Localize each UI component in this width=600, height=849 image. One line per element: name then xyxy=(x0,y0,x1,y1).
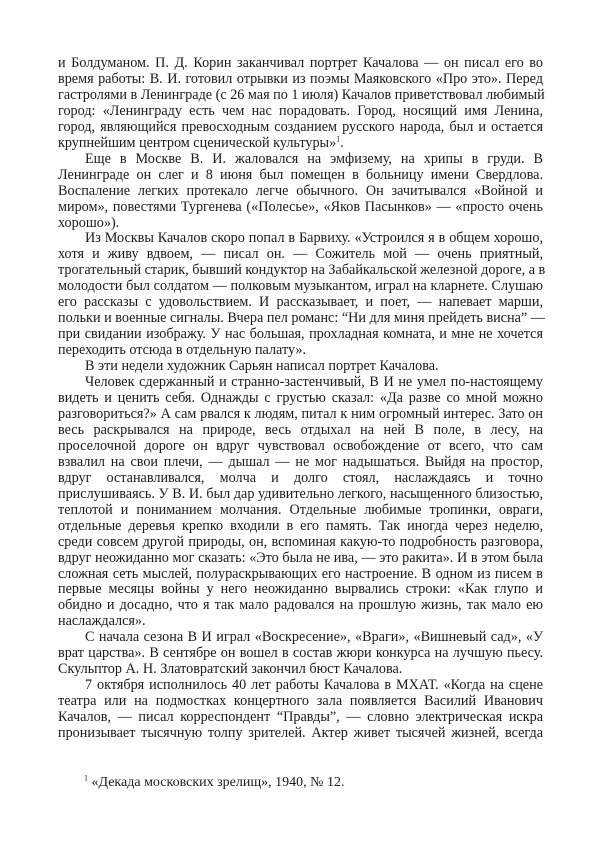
text-line: при свидании изображу. У нас большая, прохладная комната, и мне не хочется xyxy=(58,326,543,343)
text-line: город: «Ленинграду есть чем нас порадовать. Город, носящий имя Ленина, xyxy=(58,102,543,119)
paragraph xyxy=(58,56,543,152)
text-line: гастролями в Ленинграде (с 26 мая по 1 июля) Качалов приветствовал любимый xyxy=(58,86,545,103)
text-line: польки и военные сигналы. Вчера пел романс: “Ни для миня прейдеть висна” — xyxy=(58,310,545,327)
text-line: вдруг останавливался, молча и долго стоял, наслаждаясь и точно xyxy=(58,469,543,486)
text-line: проселочной дороге он вдруг чувствовал освобождение от всего, что сам xyxy=(58,437,543,454)
text-line: обидно и досадно, что я так мало радовался на прошлую жизнь, так мало ею xyxy=(58,597,543,614)
text-line: миром», повестями Тургенева («Полесье», «Яков Пасынков» — «просто очень xyxy=(58,198,543,215)
document-body xyxy=(58,55,546,742)
text-line: Человек сдержанный и странно-застенчивый, В И не умел по-настоящему xyxy=(85,374,543,391)
text-line: хорошо»). xyxy=(58,214,120,231)
text-line: Скульптор А. Н. Златовратский закончил бюст Качалова. xyxy=(58,661,403,678)
text-line: весь раскрывался на природе, весь отдыхал на ней В поле, в лесу, на xyxy=(58,421,543,438)
text-line: крупнейшим центром сценической культуры»$^1$. xyxy=(58,134,344,151)
text-line: Еще в Москве В. И. жаловался на эмфизему, на хрипы в груди. В xyxy=(85,150,543,167)
paragraph xyxy=(58,152,543,232)
text-line: трогательный старик, бывший кондуктор на Забайкальской железной дороге, а в xyxy=(58,262,546,279)
paragraph xyxy=(58,375,543,630)
text-line: его рассказы с удовольствием. И рассказывает, и поет, — напевает марши, xyxy=(58,294,543,311)
text-line: театра или на подмостках концертного зала появляется Василий Иванович xyxy=(58,693,543,710)
text-line: переходить отсюда в отдельную палату». xyxy=(58,342,307,359)
footnote-text: «Декада московских зрелищ», 1940, № 12. xyxy=(91,775,345,790)
text-line: и Болдуманом. П. Д. Корин заканчивал портрет Качалова — он писал его во xyxy=(58,55,543,71)
text-line: город, являющийся превосходным созданием русского народа, был и остается xyxy=(58,118,543,135)
text-line: разговориться?» А сам рвался к людям, питал к ним огромный интерес. Зато он xyxy=(58,405,543,422)
text-line: видеть и ценить себя. Однажды с грустью сказал: «Да разве со мной можно xyxy=(58,390,543,407)
paragraph xyxy=(58,230,546,359)
text-line: время работы: В. И. готовил отрывки из поэмы Маяковского «Про это». Перед xyxy=(58,70,543,87)
text-line: Из Москвы Качалов скоро попал в Барвиху. «Устроился я в общем хорошо, xyxy=(85,230,543,247)
text-line: среди совсем другой природы, он, вспоминая какую-то подробность разговора, xyxy=(58,533,543,550)
text-line: молодости был солдатом — полковым музыкантом, играл на кларнете. Слушаю xyxy=(58,278,543,295)
text-line: взвалил на свои плечи, — дышал — не мог надышаться. Выйдя на простор, xyxy=(58,453,543,470)
footnote-number: 1 xyxy=(84,773,88,783)
text-line: 7 октября исполнилось 40 лет работы Качалова в МХАТ. «Когда на сцене xyxy=(85,677,543,694)
text-line: вдруг неожиданно мог сказать: «Это была не ива, — это ракита». И в этом была xyxy=(58,549,543,566)
text-line: Ленинграде он слег и 8 июня был помещен в больницу имени Свердлова. xyxy=(58,166,543,183)
text-line: врат царства». В сентябре он вошел в состав жюри конкурса на лучшую пьесу. xyxy=(58,645,543,662)
text-line: сложная сеть мыслей, полураскрывающих его настроение. В одном из писем в xyxy=(58,565,543,582)
footnote xyxy=(84,775,344,791)
paragraph xyxy=(58,359,543,375)
paragraph xyxy=(58,678,543,742)
text-line: В эти недели художник Сарьян написал портрет Качалова. xyxy=(85,358,439,375)
text-line: хотя и живу вдвоем, — писал он. — Сожитель мой — очень приятный, xyxy=(58,246,543,263)
text-line: первые месяцы войны у него неожиданно вырвались строки: «Как глупо и xyxy=(58,581,543,598)
text-line: пронизывает тысячную толпу зрителей. Актер живет тысячей жизней, всегда xyxy=(58,725,543,742)
text-line: прислушиваясь. У В. И. был дар удивительно легкого, насыщенного близостью, xyxy=(58,485,543,502)
text-line: С начала сезона В И играл «Воскресение», «Враги», «Вишневый сад», «У xyxy=(85,629,543,646)
text-line: Воспаление легких протекало легче обычного. Он зачитывался «Войной и xyxy=(58,182,543,199)
text-line: наслаждался». xyxy=(58,613,146,630)
paragraph xyxy=(58,630,543,678)
text-line: отдельные деревья крепко входили в его память. Так иногда через неделю, xyxy=(58,517,543,534)
text-line: Качалов, — писал корреспондент “Правды”, — словно электрическая искра xyxy=(58,709,543,726)
footnote-reference: 1 xyxy=(336,134,341,144)
text-line: теплотой и пониманием молчания. Отдельные любимые тропинки, овраги, xyxy=(58,501,543,518)
